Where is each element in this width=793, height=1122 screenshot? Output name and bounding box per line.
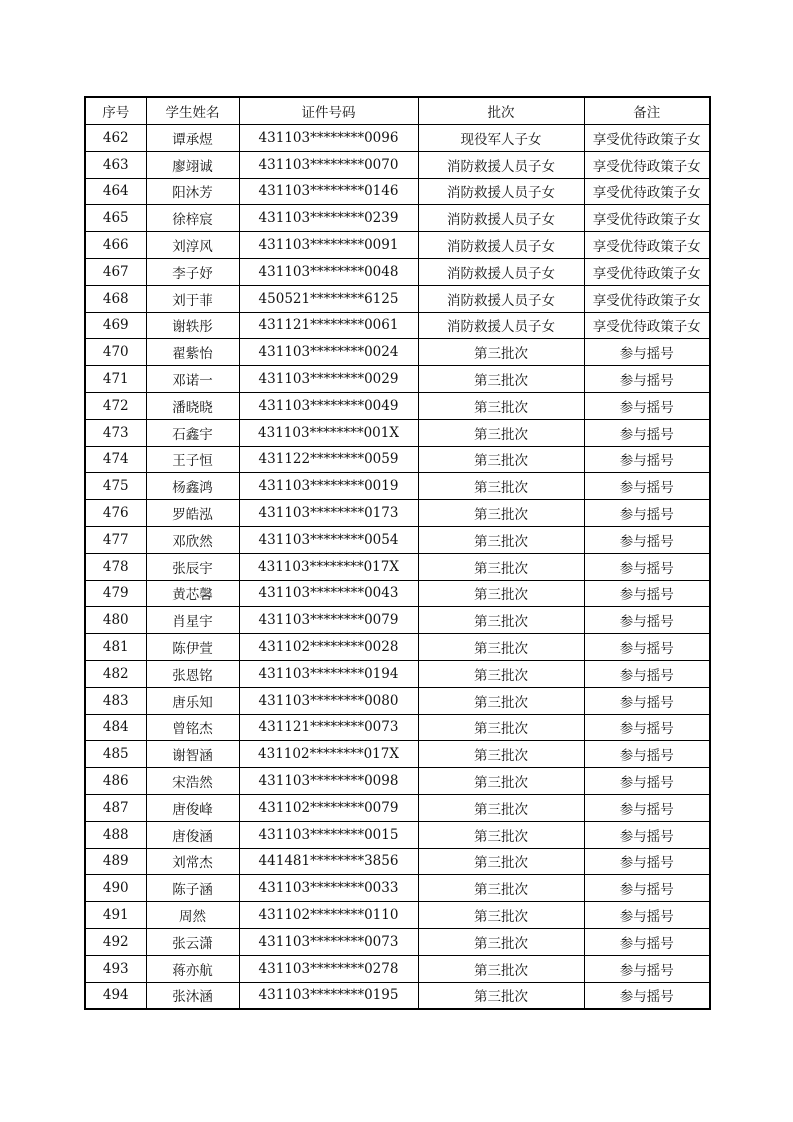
cell-seq: 475: [85, 473, 146, 500]
table-row: [85, 794, 710, 821]
cell-name: 张沐涵: [146, 982, 239, 1009]
cell-batch: 第三批次: [418, 902, 584, 929]
cell-name: 蒋亦航: [146, 955, 239, 982]
cell-batch: 第三批次: [418, 446, 584, 473]
cell-note: 参与摇号: [584, 366, 710, 393]
cell-batch: 第三批次: [418, 473, 584, 500]
table-row: [85, 312, 710, 339]
cell-note: 参与摇号: [584, 714, 710, 741]
table-row: [85, 553, 710, 580]
cell-id: 441481********3856: [239, 848, 418, 875]
cell-note: 参与摇号: [584, 339, 710, 366]
cell-id: 431103********0079: [239, 607, 418, 634]
cell-batch: 第三批次: [418, 821, 584, 848]
cell-batch: 第三批次: [418, 500, 584, 527]
cell-name: 翟紫怡: [146, 339, 239, 366]
cell-id: 431121********0061: [239, 312, 418, 339]
cell-id: 431103********0043: [239, 580, 418, 607]
cell-batch: 第三批次: [418, 848, 584, 875]
cell-seq: 484: [85, 714, 146, 741]
cell-id: 431103********0019: [239, 473, 418, 500]
cell-batch: 第三批次: [418, 553, 584, 580]
table-row: [85, 687, 710, 714]
table-row: [85, 500, 710, 527]
header-row: [85, 97, 710, 125]
cell-note: 参与摇号: [584, 821, 710, 848]
cell-seq: 479: [85, 580, 146, 607]
cell-batch: 消防救援人员子女: [418, 178, 584, 205]
cell-note: 享受优待政策子女: [584, 312, 710, 339]
cell-seq: 463: [85, 151, 146, 178]
cell-seq: 481: [85, 634, 146, 661]
table-row: [85, 339, 710, 366]
cell-id: 431103********0239: [239, 205, 418, 232]
cell-note: 享受优待政策子女: [584, 178, 710, 205]
cell-batch: 第三批次: [418, 339, 584, 366]
cell-note: 享受优待政策子女: [584, 151, 710, 178]
cell-note: 享受优待政策子女: [584, 232, 710, 259]
cell-id: 431103********001X: [239, 419, 418, 446]
table-row: [85, 580, 710, 607]
cell-seq: 491: [85, 902, 146, 929]
cell-name: 邓诺一: [146, 366, 239, 393]
table-row: [85, 821, 710, 848]
cell-seq: 492: [85, 928, 146, 955]
cell-name: 张恩铭: [146, 660, 239, 687]
cell-name: 唐俊涵: [146, 821, 239, 848]
cell-note: 参与摇号: [584, 660, 710, 687]
table-row: [85, 366, 710, 393]
cell-id: 450521********6125: [239, 285, 418, 312]
table-row: [85, 151, 710, 178]
table-row: [85, 955, 710, 982]
cell-batch: 第三批次: [418, 714, 584, 741]
cell-batch: 消防救援人员子女: [418, 258, 584, 285]
cell-name: 廖翊诚: [146, 151, 239, 178]
cell-name: 肖星宇: [146, 607, 239, 634]
cell-batch: 消防救援人员子女: [418, 205, 584, 232]
cell-id: 431122********0059: [239, 446, 418, 473]
cell-name: 陈伊萱: [146, 634, 239, 661]
cell-batch: 第三批次: [418, 392, 584, 419]
cell-seq: 471: [85, 366, 146, 393]
table-row: [85, 473, 710, 500]
cell-name: 李子妤: [146, 258, 239, 285]
cell-note: 参与摇号: [584, 794, 710, 821]
cell-name: 石鑫宇: [146, 419, 239, 446]
cell-name: 周然: [146, 902, 239, 929]
cell-id: 431103********0080: [239, 687, 418, 714]
cell-seq: 490: [85, 875, 146, 902]
cell-name: 唐乐知: [146, 687, 239, 714]
header-note: 备注: [584, 97, 710, 125]
table-row: [85, 526, 710, 553]
cell-id: 431102********017X: [239, 741, 418, 768]
cell-note: 参与摇号: [584, 526, 710, 553]
cell-name: 陈子涵: [146, 875, 239, 902]
cell-id: 431103********0070: [239, 151, 418, 178]
cell-seq: 468: [85, 285, 146, 312]
table-row: [85, 714, 710, 741]
cell-id: 431103********0195: [239, 982, 418, 1009]
table-row: [85, 205, 710, 232]
cell-id: 431102********0110: [239, 902, 418, 929]
cell-batch: 第三批次: [418, 366, 584, 393]
cell-note: 参与摇号: [584, 687, 710, 714]
cell-seq: 489: [85, 848, 146, 875]
cell-batch: 第三批次: [418, 580, 584, 607]
cell-name: 潘晓晓: [146, 392, 239, 419]
cell-seq: 480: [85, 607, 146, 634]
cell-id: 431103********017X: [239, 553, 418, 580]
cell-note: 参与摇号: [584, 982, 710, 1009]
cell-note: 享受优待政策子女: [584, 258, 710, 285]
cell-batch: 第三批次: [418, 607, 584, 634]
cell-note: 享受优待政策子女: [584, 285, 710, 312]
table-row: [85, 232, 710, 259]
cell-batch: 消防救援人员子女: [418, 151, 584, 178]
cell-seq: 483: [85, 687, 146, 714]
header-seq: 序号: [85, 97, 146, 125]
cell-batch: 第三批次: [418, 794, 584, 821]
cell-id: 431103********0015: [239, 821, 418, 848]
cell-seq: 469: [85, 312, 146, 339]
table-row: [85, 982, 710, 1009]
header-name: 学生姓名: [146, 97, 239, 125]
cell-seq: 472: [85, 392, 146, 419]
cell-name: 徐梓宸: [146, 205, 239, 232]
cell-note: 参与摇号: [584, 607, 710, 634]
cell-id: 431103********0096: [239, 125, 418, 152]
student-list-table: [84, 96, 711, 1010]
cell-name: 杨鑫鸿: [146, 473, 239, 500]
cell-seq: 487: [85, 794, 146, 821]
cell-batch: 消防救援人员子女: [418, 232, 584, 259]
cell-id: 431103********0073: [239, 928, 418, 955]
cell-name: 刘于菲: [146, 285, 239, 312]
table-row: [85, 768, 710, 795]
cell-batch: 第三批次: [418, 768, 584, 795]
cell-note: 参与摇号: [584, 473, 710, 500]
cell-name: 邓欣然: [146, 526, 239, 553]
cell-batch: 第三批次: [418, 875, 584, 902]
cell-id: 431103********0091: [239, 232, 418, 259]
cell-id: 431103********0029: [239, 366, 418, 393]
cell-note: 参与摇号: [584, 446, 710, 473]
cell-batch: 现役军人子女: [418, 125, 584, 152]
cell-note: 参与摇号: [584, 875, 710, 902]
cell-id: 431103********0033: [239, 875, 418, 902]
cell-id: 431103********0049: [239, 392, 418, 419]
cell-name: 谢智涵: [146, 741, 239, 768]
cell-batch: 第三批次: [418, 687, 584, 714]
cell-note: 参与摇号: [584, 741, 710, 768]
cell-id: 431103********0024: [239, 339, 418, 366]
cell-id: 431103********0048: [239, 258, 418, 285]
cell-batch: 消防救援人员子女: [418, 285, 584, 312]
cell-name: 张云潇: [146, 928, 239, 955]
cell-batch: 第三批次: [418, 526, 584, 553]
cell-note: 参与摇号: [584, 848, 710, 875]
table-row: [85, 902, 710, 929]
cell-note: 参与摇号: [584, 928, 710, 955]
cell-name: 黄芯馨: [146, 580, 239, 607]
cell-id: 431103********0194: [239, 660, 418, 687]
table-row: [85, 392, 710, 419]
table-body: [85, 125, 710, 1010]
cell-note: 享受优待政策子女: [584, 205, 710, 232]
cell-name: 谢轶彤: [146, 312, 239, 339]
cell-batch: 第三批次: [418, 741, 584, 768]
cell-id: 431121********0073: [239, 714, 418, 741]
table-row: [85, 258, 710, 285]
cell-note: 参与摇号: [584, 955, 710, 982]
cell-note: 享受优待政策子女: [584, 125, 710, 152]
table-row: [85, 660, 710, 687]
cell-id: 431102********0079: [239, 794, 418, 821]
cell-batch: 第三批次: [418, 928, 584, 955]
cell-id: 431103********0278: [239, 955, 418, 982]
cell-name: 宋浩然: [146, 768, 239, 795]
cell-seq: 476: [85, 500, 146, 527]
cell-seq: 462: [85, 125, 146, 152]
cell-seq: 477: [85, 526, 146, 553]
cell-note: 参与摇号: [584, 392, 710, 419]
cell-note: 参与摇号: [584, 634, 710, 661]
header-id: 证件号码: [239, 97, 418, 125]
cell-note: 参与摇号: [584, 768, 710, 795]
cell-note: 参与摇号: [584, 553, 710, 580]
cell-name: 唐俊峰: [146, 794, 239, 821]
cell-note: 参与摇号: [584, 580, 710, 607]
cell-batch: 第三批次: [418, 660, 584, 687]
table-row: [85, 446, 710, 473]
cell-id: 431103********0146: [239, 178, 418, 205]
cell-seq: 465: [85, 205, 146, 232]
cell-id: 431103********0098: [239, 768, 418, 795]
table-row: [85, 741, 710, 768]
cell-seq: 485: [85, 741, 146, 768]
table-row: [85, 419, 710, 446]
table-row: [85, 875, 710, 902]
cell-note: 参与摇号: [584, 500, 710, 527]
cell-name: 曾铭杰: [146, 714, 239, 741]
cell-id: 431103********0054: [239, 526, 418, 553]
cell-seq: 486: [85, 768, 146, 795]
cell-seq: 482: [85, 660, 146, 687]
cell-name: 刘淳风: [146, 232, 239, 259]
table-row: [85, 178, 710, 205]
cell-seq: 488: [85, 821, 146, 848]
cell-seq: 470: [85, 339, 146, 366]
table-row: [85, 634, 710, 661]
header-batch: 批次: [418, 97, 584, 125]
cell-batch: 第三批次: [418, 955, 584, 982]
table-row: [85, 607, 710, 634]
cell-batch: 消防救援人员子女: [418, 312, 584, 339]
cell-note: 参与摇号: [584, 419, 710, 446]
cell-seq: 494: [85, 982, 146, 1009]
cell-seq: 473: [85, 419, 146, 446]
cell-batch: 第三批次: [418, 419, 584, 446]
cell-seq: 474: [85, 446, 146, 473]
cell-name: 刘常杰: [146, 848, 239, 875]
table-row: [85, 928, 710, 955]
table-row: [85, 848, 710, 875]
cell-batch: 第三批次: [418, 634, 584, 661]
cell-name: 王子恒: [146, 446, 239, 473]
cell-name: 罗皓泓: [146, 500, 239, 527]
cell-seq: 493: [85, 955, 146, 982]
cell-batch: 第三批次: [418, 982, 584, 1009]
cell-note: 参与摇号: [584, 902, 710, 929]
cell-seq: 478: [85, 553, 146, 580]
cell-name: 谭承煜: [146, 125, 239, 152]
cell-seq: 464: [85, 178, 146, 205]
cell-name: 张辰宇: [146, 553, 239, 580]
cell-name: 阳沐芳: [146, 178, 239, 205]
cell-id: 431102********0028: [239, 634, 418, 661]
table-row: [85, 285, 710, 312]
table-row: [85, 125, 710, 152]
cell-seq: 467: [85, 258, 146, 285]
cell-id: 431103********0173: [239, 500, 418, 527]
cell-seq: 466: [85, 232, 146, 259]
